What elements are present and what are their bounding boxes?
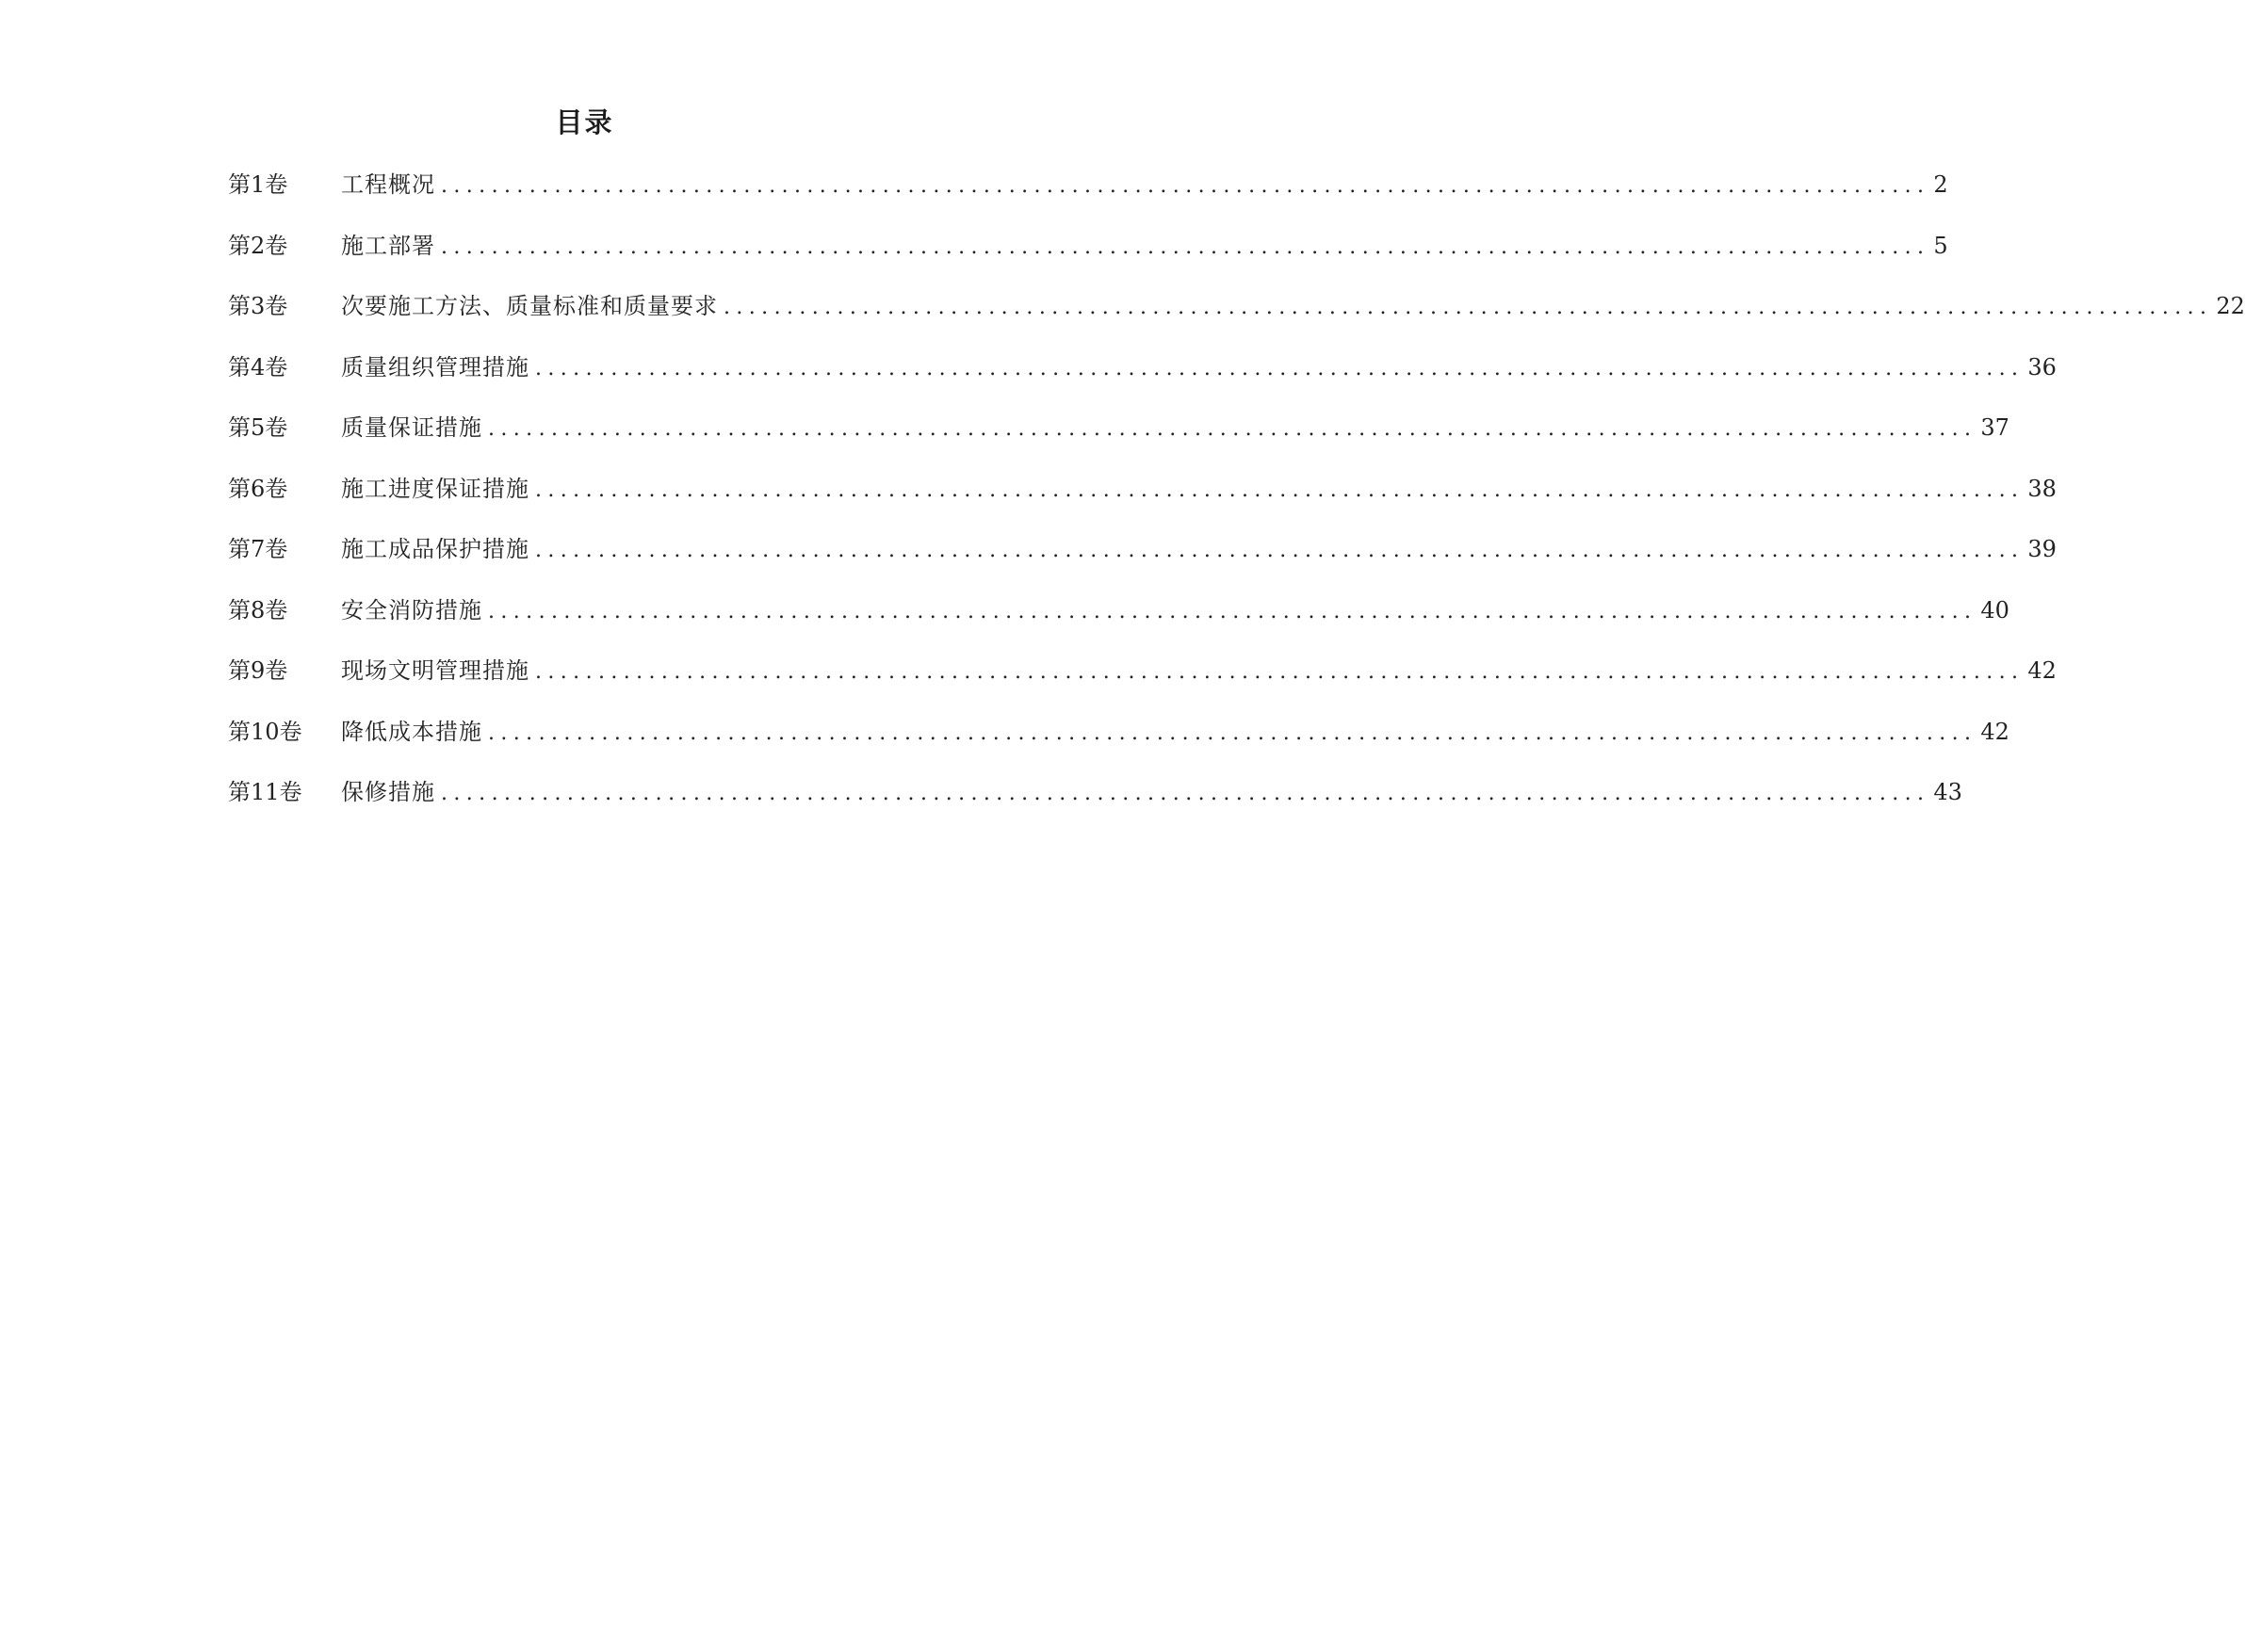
toc-volume: 第9卷 (228, 657, 288, 684)
toc-page-number: 37 (1980, 414, 2009, 441)
toc-entry-title: 安全消防措施 (341, 596, 482, 624)
toc-entry[interactable] (228, 166, 1948, 227)
toc-volume: 第1卷 (228, 171, 288, 198)
dot-leader: ...................................................................................................................... (724, 296, 2213, 319)
toc-page-number: 42 (1980, 718, 2009, 745)
toc-entry[interactable] (228, 530, 2057, 591)
toc-entry[interactable] (228, 227, 1948, 288)
toc-entry-title: 施工部署 (341, 232, 435, 259)
toc-entry[interactable] (228, 652, 2057, 713)
toc-volume: 第3卷 (228, 293, 288, 319)
toc-volume: 第4卷 (228, 353, 288, 381)
toc-page-number: 5 (1933, 232, 1948, 259)
toc-heading: 目录 (555, 106, 614, 138)
toc-page-number: 38 (2027, 475, 2057, 502)
dot-leader: ...................................................................................................................... (441, 174, 1930, 198)
toc-entry-title: 施工进度保证措施 (341, 475, 529, 502)
toc-entry[interactable] (228, 409, 2009, 470)
dot-leader: ...................................................................................................................... (488, 599, 1977, 624)
dot-leader: ...................................................................................................................... (535, 478, 2025, 502)
toc-entry-title: 施工成品保护措施 (341, 536, 529, 562)
toc-volume: 第2卷 (228, 232, 288, 259)
dot-leader: ...................................................................................................................... (535, 539, 2025, 562)
toc-volume: 第7卷 (228, 536, 288, 562)
toc-entry-title: 现场文明管理措施 (341, 657, 529, 684)
toc-page-number: 22 (2216, 293, 2245, 319)
toc-volume: 第6卷 (228, 475, 288, 502)
dot-leader: ...................................................................................................................... (535, 660, 2025, 684)
dot-leader: ...................................................................................................................... (488, 721, 1977, 745)
toc-page-number: 39 (2027, 536, 2057, 562)
toc-entry-title: 次要施工方法、质量标准和质量要求 (341, 293, 718, 319)
toc-entry[interactable] (228, 287, 2245, 348)
toc-entry[interactable] (228, 348, 2057, 410)
dot-leader: ...................................................................................................................... (441, 235, 1930, 259)
toc-page-number: 42 (2027, 657, 2057, 684)
toc-entry-title: 质量组织管理措施 (341, 353, 529, 381)
toc-page-number: 36 (2027, 353, 2057, 381)
toc-entry-title: 质量保证措施 (341, 414, 482, 441)
dot-leader: ...................................................................................................................... (488, 417, 1977, 441)
toc-volume: 第5卷 (228, 414, 288, 441)
toc-entry[interactable] (228, 591, 2009, 653)
toc-list (228, 166, 2245, 834)
toc-page-number: 43 (1933, 779, 1962, 805)
toc-entry[interactable] (228, 713, 2009, 774)
toc-entry-title: 保修措施 (341, 779, 435, 805)
toc-entry-title: 降低成本措施 (341, 718, 482, 745)
toc-volume: 第8卷 (228, 596, 288, 624)
toc-page-number: 40 (1980, 596, 2009, 624)
dot-leader: ...................................................................................................................... (441, 782, 1930, 805)
toc-volume: 第10卷 (228, 718, 302, 745)
toc-entry[interactable] (228, 470, 2057, 531)
dot-leader: ...................................................................................................................... (535, 356, 2025, 381)
toc-page-number: 2 (1933, 171, 1948, 198)
toc-volume: 第11卷 (228, 779, 302, 805)
toc-entry[interactable] (228, 773, 1962, 834)
toc-entry-title: 工程概况 (341, 171, 435, 198)
